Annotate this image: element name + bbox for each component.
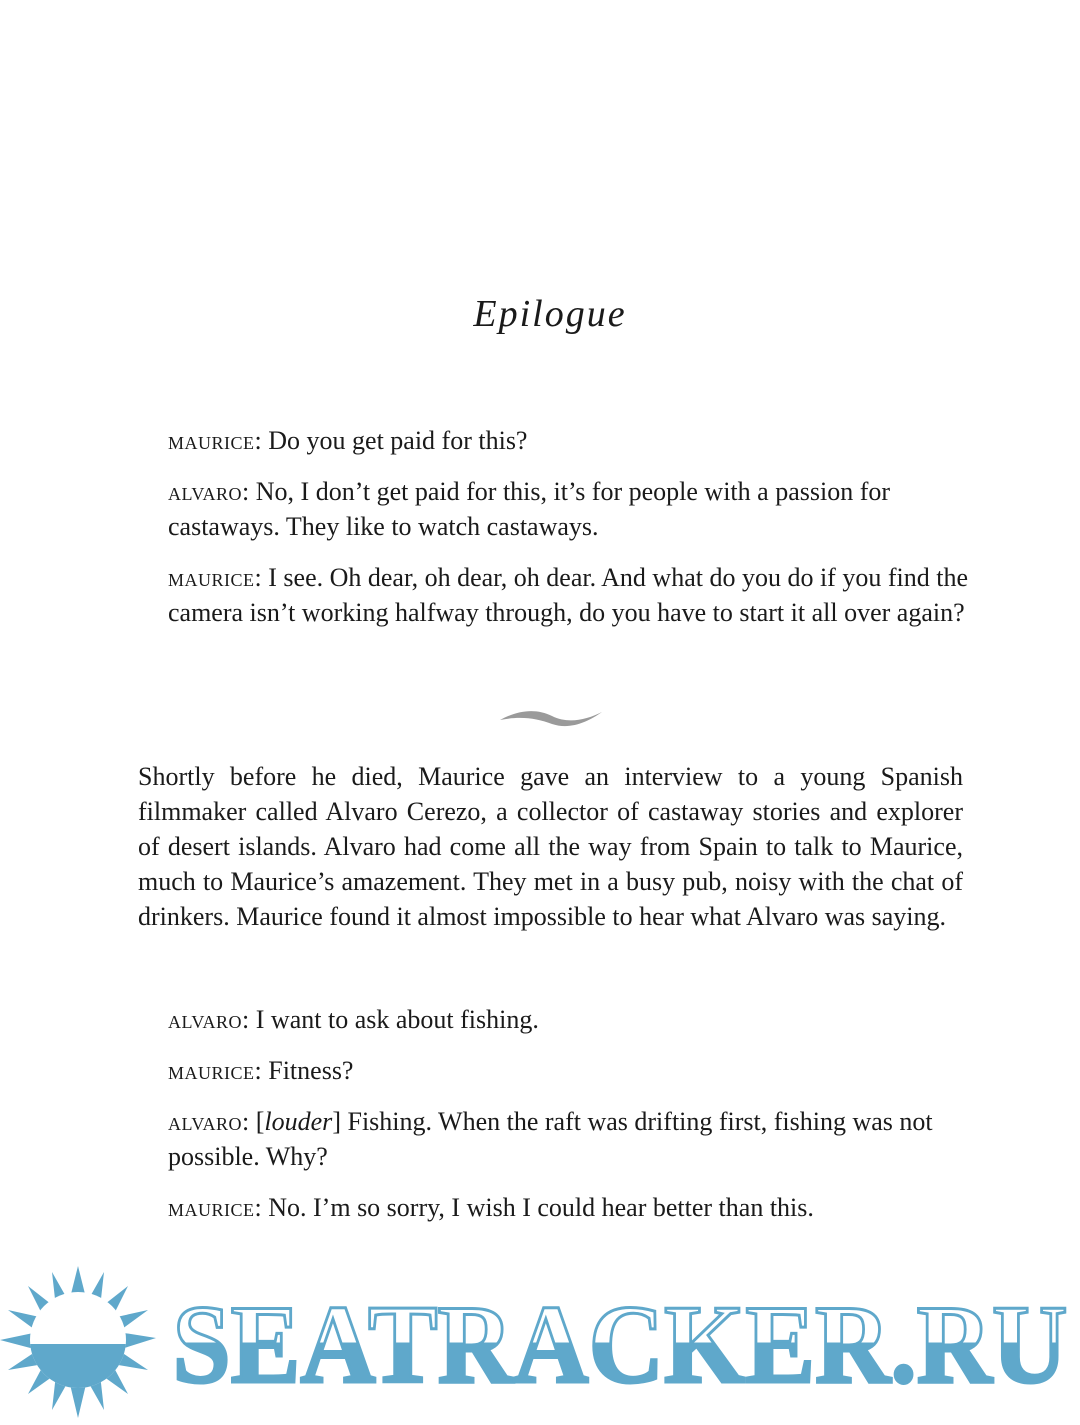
dialogue-line: maurice: Do you get paid for this?	[168, 426, 528, 455]
line-text: Do you get paid for this?	[268, 426, 528, 455]
line-text: I want to ask about fishing.	[255, 1005, 539, 1034]
line-text: Fitness?	[268, 1056, 354, 1085]
line-text: Fishing. When the raft was drifting first, fishing was not possible. Why?	[168, 1107, 933, 1171]
dialogue-block-2	[168, 1002, 968, 1241]
speaker-name: maurice	[168, 426, 255, 455]
line-text: I see. Oh dear, oh dear, oh dear. And what do you do if you find the camera isn’t working halfway through, do you have to start it all over again?	[168, 563, 968, 627]
dialogue-line: maurice: I see. Oh dear, oh dear, oh dear. And what do you do if you find the camera isn’t working halfway through, do you have to start it all over again?	[168, 563, 968, 627]
dialogue-block-1	[168, 423, 968, 646]
speaker-name: maurice	[168, 1193, 255, 1222]
speaker-name: alvaro	[168, 477, 243, 506]
line-text: No, I don’t get paid for this, it’s for people with a passion for castaways. They like to watch castaways.	[168, 477, 891, 541]
page-title: Epilogue	[473, 293, 627, 335]
speaker-name: maurice	[168, 1056, 255, 1085]
dialogue-line: maurice: Fitness?	[168, 1056, 354, 1085]
watermark-label: SEATRACKER.RU	[172, 1290, 1068, 1400]
line-text: No. I’m so sorry, I wish I could hear better than this.	[268, 1193, 814, 1222]
speaker-name: maurice	[168, 563, 255, 592]
narrative-paragraph: Shortly before he died, Maurice gave an interview to a young Spanish filmmaker called Alvaro Cerezo, a collector of castaway stories and explorer of desert islands. Alvaro had come all the way from Spain to talk to Maurice, much to Maurice’s amazement. They met in a busy pub, noisy with the chat of drinkers. Maurice found it almost impossible to hear what Alvaro was saying.	[138, 762, 963, 931]
speaker-name: alvaro	[168, 1107, 243, 1136]
sun-over-horizon-icon	[0, 1266, 156, 1418]
swash-divider-icon	[498, 704, 604, 730]
dialogue-line: maurice: No. I’m so sorry, I wish I could hear better than this.	[168, 1193, 814, 1222]
dialogue-line: alvaro: [louder] Fishing. When the raft was drifting first, fishing was not possible. Why?	[168, 1107, 933, 1171]
dialogue-line: alvaro: No, I don’t get paid for this, it’s for people with a passion for castaways. They like to watch castaways.	[168, 477, 891, 541]
dialogue-line: alvaro: I want to ask about fishing.	[168, 1005, 539, 1034]
watermark-text	[168, 1290, 1073, 1400]
stage-direction: louder	[264, 1107, 333, 1136]
speaker-name: alvaro	[168, 1005, 243, 1034]
